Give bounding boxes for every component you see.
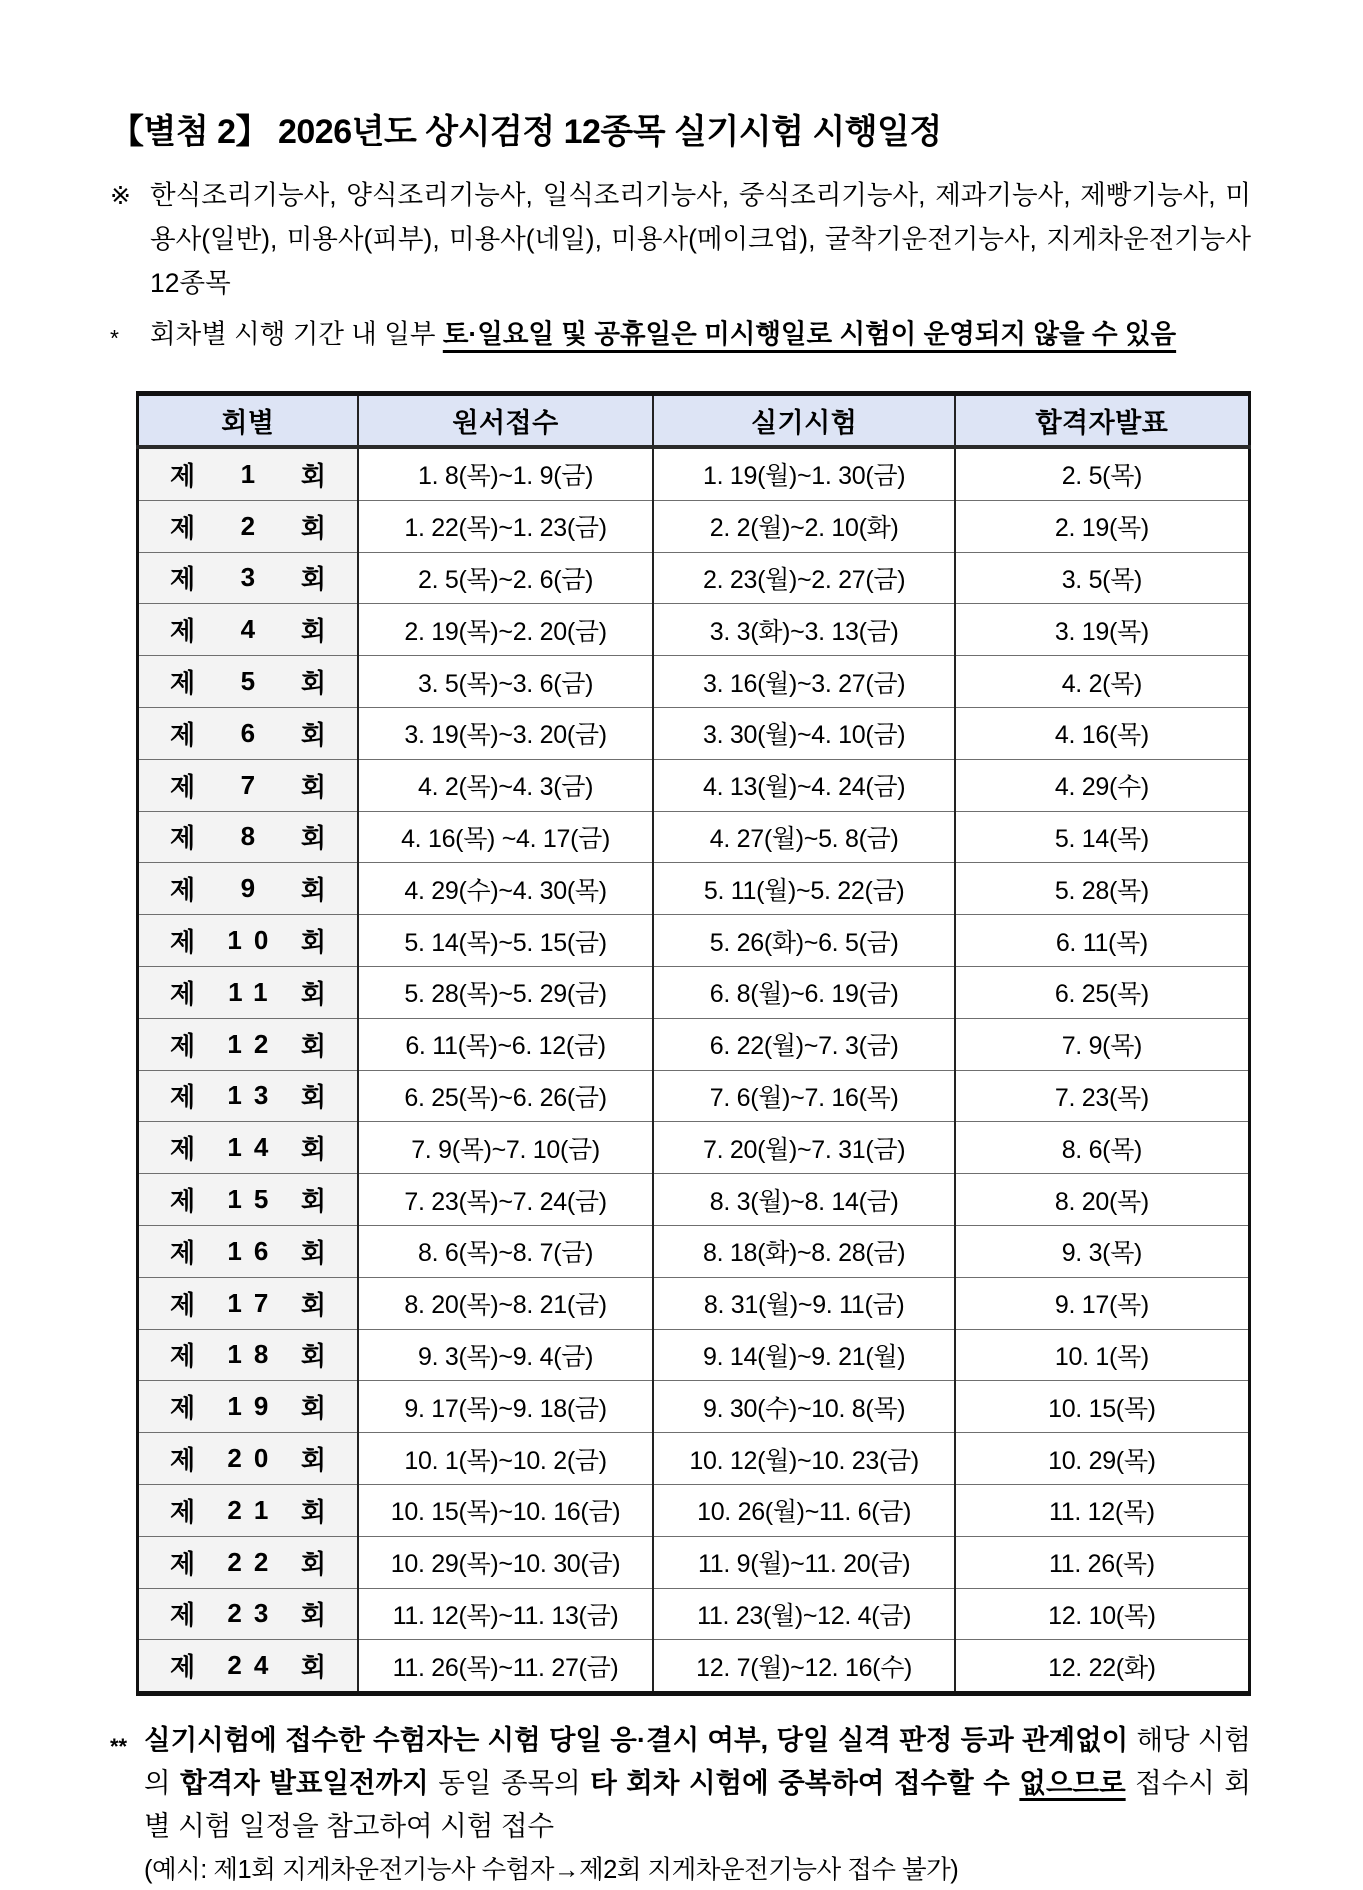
announcement-date-cell: 10. 29(목) <box>955 1433 1250 1485</box>
table-header-row <box>138 394 1250 448</box>
application-period-cell: 2. 19(목)~2. 20(금) <box>358 604 654 656</box>
round-suffix: 회 <box>300 1496 326 1527</box>
announcement-date-cell: 6. 25(목) <box>955 966 1250 1018</box>
announcement-date-cell: 9. 3(목) <box>955 1225 1250 1277</box>
announcement-date-cell: 5. 14(목) <box>955 811 1250 863</box>
application-period-cell: 5. 28(목)~5. 29(금) <box>358 966 654 1018</box>
footnote-segment: 타 회차 시험에 중복하여 접수할 수 <box>590 1767 1020 1799</box>
exam-period-cell: 6. 8(월)~6. 19(금) <box>653 966 954 1018</box>
application-period-cell: 6. 25(목)~6. 26(금) <box>358 1070 654 1122</box>
exam-period-cell: 7. 20(월)~7. 31(금) <box>653 1122 954 1174</box>
application-period-cell: 7. 9(목)~7. 10(금) <box>358 1122 654 1174</box>
exam-period-cell: 11. 9(월)~11. 20(금) <box>653 1536 954 1588</box>
round-number: 23 <box>227 1598 281 1629</box>
exam-period-cell: 3. 16(월)~3. 27(금) <box>653 656 954 708</box>
round-prefix: 제 <box>170 460 195 491</box>
round-prefix: 제 <box>170 1134 195 1165</box>
round-prefix: 제 <box>170 1082 195 1113</box>
round-number: 5 <box>240 666 268 697</box>
exam-period-cell: 4. 27(월)~5. 8(금) <box>653 811 954 863</box>
table-row <box>138 1225 1250 1277</box>
round-suffix: 회 <box>300 719 326 750</box>
exam-period-cell: 6. 22(월)~7. 3(금) <box>653 1018 954 1070</box>
round-suffix: 회 <box>300 1341 326 1372</box>
application-period-cell: 9. 17(목)~9. 18(금) <box>358 1381 654 1433</box>
round-number: 3 <box>240 562 268 593</box>
reference-mark: ※ <box>110 182 131 210</box>
round-prefix: 제 <box>170 823 195 854</box>
round-cell <box>138 552 358 604</box>
table-row <box>138 1381 1250 1433</box>
round-cell <box>138 1536 358 1588</box>
application-period-cell: 8. 20(목)~8. 21(금) <box>358 1277 654 1329</box>
round-suffix: 회 <box>300 616 326 647</box>
round-cell <box>138 447 358 500</box>
round-suffix: 회 <box>300 1030 326 1061</box>
round-prefix: 제 <box>170 1237 195 1268</box>
exam-period-cell: 9. 30(수)~10. 8(목) <box>653 1381 954 1433</box>
round-number: 9 <box>240 873 268 904</box>
exam-period-cell: 3. 30(월)~4. 10(금) <box>653 707 954 759</box>
announcement-date-cell: 10. 15(목) <box>955 1381 1250 1433</box>
table-row <box>138 1174 1250 1226</box>
subjects-note-text: 한식조리기능사, 양식조리기능사, 일식조리기능사, 중식조리기능사, 제과기능사, 제빵기능사, 미용사(일반), 미용사(피부), 미용사(네일), 미용사(메이크업), 굴착기운전기능사, 지게차운전기능사 12종목 <box>150 180 1251 298</box>
table-row <box>138 656 1250 708</box>
round-suffix: 회 <box>300 1082 326 1113</box>
round-suffix: 회 <box>300 771 326 802</box>
application-period-cell: 4. 16(목) ~4. 17(금) <box>358 811 654 863</box>
footnote-text <box>144 1718 1251 1847</box>
exam-period-cell: 8. 18(화)~8. 28(금) <box>653 1225 954 1277</box>
round-prefix: 제 <box>170 616 195 647</box>
round-suffix: 회 <box>300 823 326 854</box>
exam-period-cell: 12. 7(월)~12. 16(수) <box>653 1640 954 1694</box>
round-number: 12 <box>227 1028 281 1059</box>
exam-period-cell: 8. 31(월)~9. 11(금) <box>653 1277 954 1329</box>
round-cell <box>138 656 358 708</box>
round-number: 1 <box>240 458 268 489</box>
table-row <box>138 1277 1250 1329</box>
application-period-cell: 4. 29(수)~4. 30(목) <box>358 863 654 915</box>
footnote-segment: 없으므로 <box>1019 1767 1126 1799</box>
round-number: 24 <box>227 1650 281 1681</box>
table-row <box>138 863 1250 915</box>
round-number: 15 <box>227 1184 281 1215</box>
round-suffix: 회 <box>300 1134 326 1165</box>
round-suffix: 회 <box>300 978 326 1009</box>
announcement-date-cell: 12. 22(화) <box>955 1640 1250 1694</box>
header-announcement: 합격자발표 <box>955 394 1250 448</box>
exam-period-cell: 5. 11(월)~5. 22(금) <box>653 863 954 915</box>
round-cell <box>138 1122 358 1174</box>
round-cell <box>138 1381 358 1433</box>
round-suffix: 회 <box>300 564 326 595</box>
table-row <box>138 552 1250 604</box>
footnote-segment: 접수시 회별 시험 일정을 참고하여 시험 접수 <box>144 1767 1251 1842</box>
table-row <box>138 604 1250 656</box>
application-period-cell: 9. 3(목)~9. 4(금) <box>358 1329 654 1381</box>
round-cell <box>138 966 358 1018</box>
schedule-caution-text <box>150 315 1176 353</box>
announcement-date-cell: 2. 19(목) <box>955 500 1250 552</box>
round-suffix: 회 <box>300 512 326 543</box>
round-number: 19 <box>227 1391 281 1422</box>
round-prefix: 제 <box>170 512 195 543</box>
application-period-cell: 10. 1(목)~10. 2(금) <box>358 1433 654 1485</box>
round-cell <box>138 1277 358 1329</box>
round-prefix: 제 <box>170 1289 195 1320</box>
announcement-date-cell: 4. 2(목) <box>955 656 1250 708</box>
exam-period-cell: 3. 3(화)~3. 13(금) <box>653 604 954 656</box>
application-period-cell: 1. 22(목)~1. 23(금) <box>358 500 654 552</box>
round-number: 10 <box>227 925 281 956</box>
round-number: 17 <box>227 1287 281 1318</box>
application-period-cell: 6. 11(목)~6. 12(금) <box>358 1018 654 1070</box>
round-prefix: 제 <box>170 927 195 958</box>
round-cell <box>138 1433 358 1485</box>
round-suffix: 회 <box>300 927 326 958</box>
announcement-date-cell: 5. 28(목) <box>955 863 1250 915</box>
announcement-date-cell: 4. 29(수) <box>955 759 1250 811</box>
round-prefix: 제 <box>170 1496 195 1527</box>
round-prefix: 제 <box>170 719 195 750</box>
schedule-caution-prefix: 회차별 시행 기간 내 일부 <box>150 319 443 349</box>
round-prefix: 제 <box>170 978 195 1009</box>
round-cell <box>138 707 358 759</box>
round-number: 6 <box>240 717 268 748</box>
table-row <box>138 1018 1250 1070</box>
round-suffix: 회 <box>300 668 326 699</box>
footnote <box>110 1718 1251 1890</box>
announcement-date-cell: 12. 10(목) <box>955 1588 1250 1640</box>
round-suffix: 회 <box>300 1393 326 1424</box>
table-row <box>138 1433 1250 1485</box>
round-prefix: 제 <box>170 1393 195 1424</box>
round-suffix: 회 <box>300 1445 326 1476</box>
round-number: 22 <box>227 1546 281 1577</box>
footnote-segment: 실기시험에 접수한 수험자는 시험 당일 응·결시 여부, 당일 실격 판정 등과 관계없이 <box>144 1724 1137 1756</box>
application-period-cell: 2. 5(목)~2. 6(금) <box>358 552 654 604</box>
round-number: 13 <box>227 1080 281 1111</box>
application-period-cell: 11. 12(목)~11. 13(금) <box>358 1588 654 1640</box>
table-row <box>138 1588 1250 1640</box>
round-prefix: 제 <box>170 1600 195 1631</box>
announcement-date-cell: 10. 1(목) <box>955 1329 1250 1381</box>
announcement-date-cell: 3. 5(목) <box>955 552 1250 604</box>
round-cell <box>138 1070 358 1122</box>
announcement-date-cell: 9. 17(목) <box>955 1277 1250 1329</box>
exam-period-cell: 1. 19(월)~1. 30(금) <box>653 447 954 500</box>
asterisk-mark: * <box>110 325 119 351</box>
announcement-date-cell: 8. 20(목) <box>955 1174 1250 1226</box>
footnote-segment: 해당 시험의 <box>144 1724 1251 1799</box>
application-period-cell: 7. 23(목)~7. 24(금) <box>358 1174 654 1226</box>
table-row <box>138 966 1250 1018</box>
round-number: 4 <box>240 614 268 645</box>
table-row <box>138 1640 1250 1694</box>
round-suffix: 회 <box>300 460 326 491</box>
application-period-cell: 10. 29(목)~10. 30(금) <box>358 1536 654 1588</box>
application-period-cell: 3. 19(목)~3. 20(금) <box>358 707 654 759</box>
application-period-cell: 1. 8(목)~1. 9(금) <box>358 447 654 500</box>
round-suffix: 회 <box>300 1186 326 1217</box>
round-cell <box>138 604 358 656</box>
exam-period-cell: 7. 6(월)~7. 16(목) <box>653 1070 954 1122</box>
exam-period-cell: 10. 12(월)~10. 23(금) <box>653 1433 954 1485</box>
exam-period-cell: 4. 13(월)~4. 24(금) <box>653 759 954 811</box>
footnote-segment: 동일 종목의 <box>438 1767 591 1799</box>
header-practical-exam: 실기시험 <box>653 394 954 448</box>
round-number: 18 <box>227 1339 281 1370</box>
round-cell <box>138 1018 358 1070</box>
announcement-date-cell: 4. 16(목) <box>955 707 1250 759</box>
round-suffix: 회 <box>300 875 326 906</box>
round-number: 2 <box>240 510 268 541</box>
table-row <box>138 915 1250 967</box>
round-number: 14 <box>227 1132 281 1163</box>
double-asterisk-mark: ** <box>110 1734 128 1760</box>
page-title: 【별첨 2】 2026년도 상시검정 12종목 실기시험 시행일정 <box>110 113 942 151</box>
announcement-date-cell: 8. 6(목) <box>955 1122 1250 1174</box>
round-cell <box>138 1174 358 1226</box>
application-period-cell: 11. 26(목)~11. 27(금) <box>358 1640 654 1694</box>
exam-period-cell: 2. 23(월)~2. 27(금) <box>653 552 954 604</box>
exam-period-cell: 9. 14(월)~9. 21(월) <box>653 1329 954 1381</box>
application-period-cell: 3. 5(목)~3. 6(금) <box>358 656 654 708</box>
round-prefix: 제 <box>170 564 195 595</box>
round-prefix: 제 <box>170 875 195 906</box>
announcement-date-cell: 11. 26(목) <box>955 1536 1250 1588</box>
header-application: 원서접수 <box>358 394 654 448</box>
round-prefix: 제 <box>170 1652 195 1683</box>
header-round: 회별 <box>138 394 358 448</box>
schedule-caution-emphasis: 토·일요일 및 공휴일은 미시행일로 시험이 운영되지 않을 수 있음 <box>442 319 1177 349</box>
table-row <box>138 500 1250 552</box>
application-period-cell: 4. 2(목)~4. 3(금) <box>358 759 654 811</box>
round-suffix: 회 <box>300 1289 326 1320</box>
announcement-date-cell: 6. 11(목) <box>955 915 1250 967</box>
footnote-segment: 합격자 발표일전까지 <box>180 1767 439 1799</box>
round-prefix: 제 <box>170 1030 195 1061</box>
announcement-date-cell: 2. 5(목) <box>955 447 1250 500</box>
announcement-date-cell: 7. 9(목) <box>955 1018 1250 1070</box>
round-number: 20 <box>227 1443 281 1474</box>
schedule-table-body <box>138 447 1250 1694</box>
round-number: 16 <box>227 1235 281 1266</box>
round-cell <box>138 915 358 967</box>
round-prefix: 제 <box>170 1445 195 1476</box>
table-row <box>138 811 1250 863</box>
round-cell <box>138 811 358 863</box>
application-period-cell: 5. 14(목)~5. 15(금) <box>358 915 654 967</box>
exam-period-cell: 2. 2(월)~2. 10(화) <box>653 500 954 552</box>
schedule-caution-note <box>110 315 1251 357</box>
footnote-body <box>144 1718 1251 1890</box>
table-row <box>138 447 1250 500</box>
announcement-date-cell: 7. 23(목) <box>955 1070 1250 1122</box>
table-row <box>138 1329 1250 1381</box>
table-row <box>138 1122 1250 1174</box>
exam-period-cell: 8. 3(월)~8. 14(금) <box>653 1174 954 1226</box>
round-suffix: 회 <box>300 1237 326 1268</box>
round-number: 11 <box>228 976 280 1007</box>
round-cell <box>138 1225 358 1277</box>
round-cell <box>138 1484 358 1536</box>
subjects-note <box>110 173 1251 305</box>
round-suffix: 회 <box>300 1548 326 1579</box>
table-row <box>138 707 1250 759</box>
exam-period-cell: 10. 26(월)~11. 6(금) <box>653 1484 954 1536</box>
round-number: 21 <box>227 1494 281 1525</box>
application-period-cell: 10. 15(목)~10. 16(금) <box>358 1484 654 1536</box>
round-prefix: 제 <box>170 668 195 699</box>
table-row <box>138 1484 1250 1536</box>
round-cell <box>138 500 358 552</box>
announcement-date-cell: 3. 19(목) <box>955 604 1250 656</box>
round-prefix: 제 <box>170 1186 195 1217</box>
table-row <box>138 1536 1250 1588</box>
round-prefix: 제 <box>170 1341 195 1372</box>
exam-period-cell: 5. 26(화)~6. 5(금) <box>653 915 954 967</box>
round-cell <box>138 863 358 915</box>
round-cell <box>138 1640 358 1694</box>
table-row <box>138 759 1250 811</box>
round-prefix: 제 <box>170 1548 195 1579</box>
round-cell <box>138 759 358 811</box>
announcement-date-cell: 11. 12(목) <box>955 1484 1250 1536</box>
footnote-example: (예시: 제1회 지게차운전기능사 수험자→제2회 지게차운전기능사 접수 불가) <box>144 1856 959 1885</box>
round-suffix: 회 <box>300 1600 326 1631</box>
round-number: 8 <box>240 821 268 852</box>
table-row <box>138 1070 1250 1122</box>
round-cell <box>138 1329 358 1381</box>
round-cell <box>138 1588 358 1640</box>
round-suffix: 회 <box>300 1652 326 1683</box>
exam-period-cell: 11. 23(월)~12. 4(금) <box>653 1588 954 1640</box>
round-number: 7 <box>240 769 268 800</box>
exam-schedule-table <box>136 391 1251 1696</box>
application-period-cell: 8. 6(목)~8. 7(금) <box>358 1225 654 1277</box>
round-prefix: 제 <box>170 771 195 802</box>
